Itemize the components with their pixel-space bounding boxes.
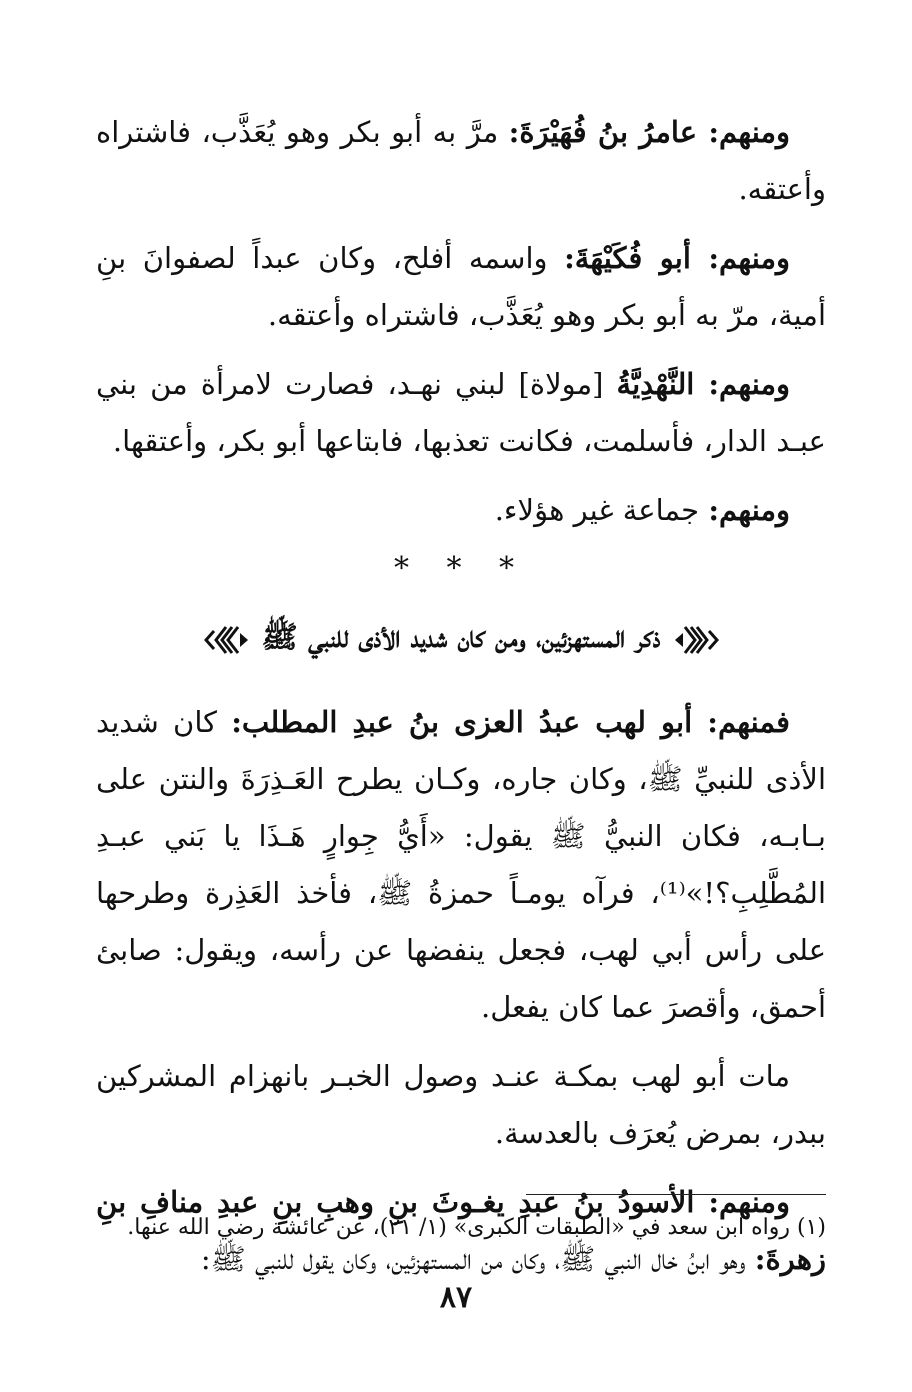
paragraph-lead: فمنهم: أبو لهب عبدُ العزى بنُ عبدِ المطلب: (231, 705, 790, 739)
paragraph-abu-lahab (96, 694, 826, 1036)
ornament-left-icon (204, 623, 250, 657)
paragraph-nahdiyya (96, 356, 826, 470)
paragraph-lead: ومنهم: أبو فُكَيْهَةَ: (564, 241, 791, 275)
paragraph-abu-fukayha (96, 230, 826, 344)
paragraph-text: [مولاة] لبني نهـد، فصارت لامرأة من بني عبـد الدار، فأسلمت، فكانت تعذبها، فابتاعها أبو بكر، وأعتقها. (96, 367, 826, 458)
ornament-right-icon (673, 623, 719, 657)
paragraph-others (96, 482, 826, 539)
page-number: ٨٧ (439, 1280, 473, 1315)
paragraph-amir (96, 104, 826, 218)
paragraph-text: مات أبو لهب بمكـة عنـد وصول الخبـر بانهزام المشركين ببدر، بمرض يُعرَف بالعدسة. (96, 1059, 826, 1150)
paragraph-text: مرَّ به أبو بكر وهو يُعَذَّب، فاشتراه وأعتقه. (96, 115, 826, 206)
section-title: ذكر المستهزئين، ومن كان شديد الأذى للنبي ﷺ (261, 619, 661, 655)
paragraph-text: كان شديد الأذى للنبيِّ ﷺ، وكان جاره، وكـان يطرح العَـذِرَةَ والنتن على بـابـه، فكان النبيُّ ﷺ يقول: «أَيُّ جِوارٍ هَـذَا يا بَني عبـدِ المُطَّلِبِ؟!»⁽¹⁾، فرآه يومـاً حمزةُ ﷺ، فأخذ العَذِرة وطرحها على رأس أبي لهب، فجعل ينفضها عن رأسه، ويقول: صابئ أحمق، وأقصرَ عما كان يفعل. (96, 705, 826, 1024)
paragraph-text: وهو ابنُ خال النبي ﷺ، وكان من المستهزئين، وكان يقول للنبي ﷺ: (200, 1242, 755, 1276)
paragraph-lead: ومنهم: النَّهْدِيَّةُ (616, 367, 790, 401)
footnote-divider (526, 1194, 826, 1195)
footnote: (١) رواه ابن سعد في «الطبقات الكبرى» (١/ ٢١)، عن عائشة رضي الله عنها. (127, 1215, 826, 1240)
paragraph-abu-lahab-death (96, 1048, 826, 1162)
section-heading (96, 612, 826, 668)
paragraph-lead: ومنهم: عامرُ بنُ فُهَيْرَةَ: (508, 115, 790, 149)
paragraph-text: جماعة غير هؤلاء. (494, 493, 709, 527)
section-separator: * * * (393, 551, 529, 586)
paragraph-text: واسمه أفلح، وكان عبداً لصفوانَ بنِ أمية، مرّ به أبو بكر وهو يُعَذَّب، فاشتراه وأعتقه. (96, 241, 826, 332)
paragraph-lead: ومنهم: الأسودُ بنُ عبدِ يغـوثَ بنِ وهبِ بنِ عبدِ منافِ بنِ زهرةَ: (96, 1185, 826, 1276)
paragraph-lead: ومنهم: (708, 493, 790, 527)
